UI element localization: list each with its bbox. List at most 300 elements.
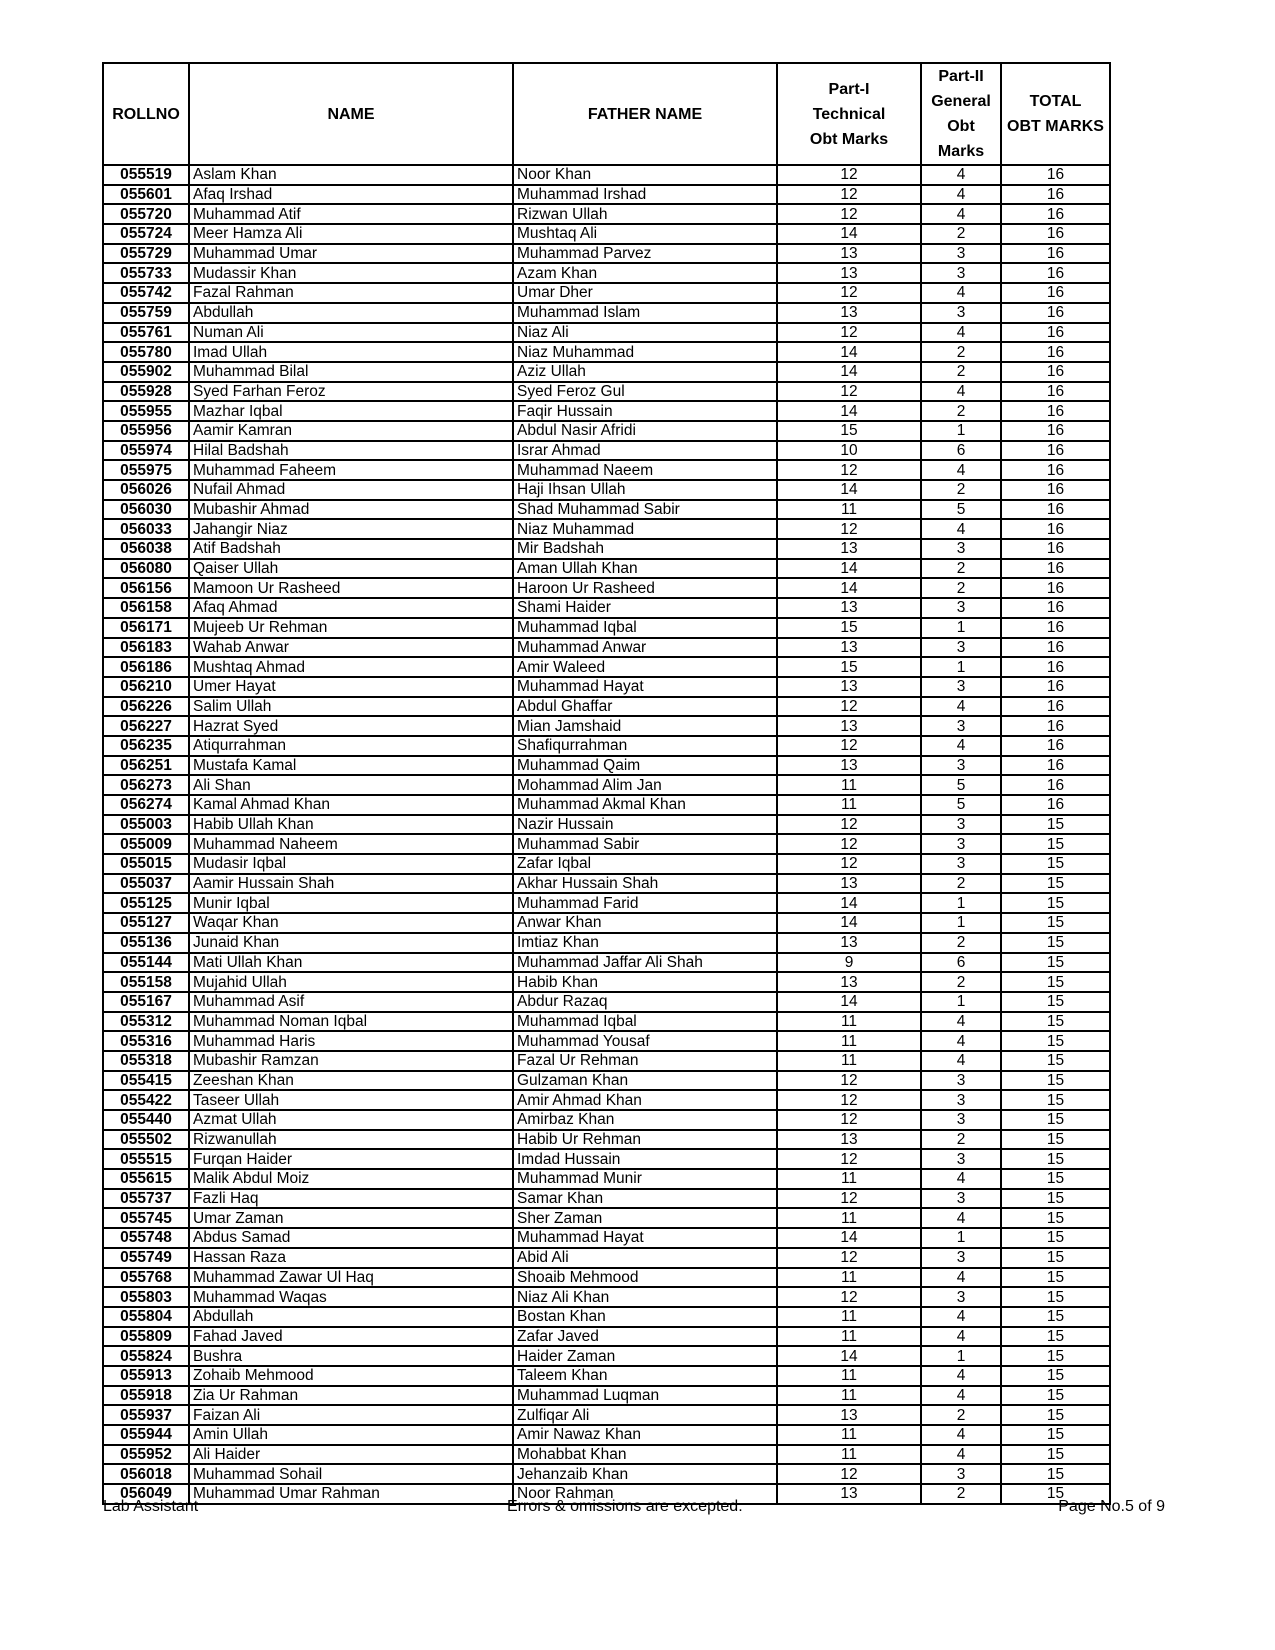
part2-marks-cell: 4: [921, 165, 1001, 185]
table-row: [103, 441, 1110, 461]
father-name-cell: Imtiaz Khan: [513, 933, 777, 953]
name-cell: Hilal Badshah: [189, 441, 513, 461]
table-row: [103, 244, 1110, 264]
total-marks-cell: 15: [1001, 933, 1110, 953]
header-part1-line: Part-I: [828, 80, 870, 98]
total-marks-cell: 16: [1001, 421, 1110, 441]
name-cell: Umer Hayat: [189, 677, 513, 697]
part2-marks-cell: 6: [921, 953, 1001, 973]
part2-marks-cell: 2: [921, 342, 1001, 362]
father-name-cell: Muhammad Islam: [513, 303, 777, 323]
father-name-cell: Haider Zaman: [513, 1346, 777, 1366]
total-marks-cell: 16: [1001, 303, 1110, 323]
table-row: [103, 913, 1110, 933]
part2-marks-cell: 2: [921, 224, 1001, 244]
roll-no-cell: 056274: [103, 795, 189, 815]
part1-marks-cell: 13: [777, 716, 921, 736]
part1-marks-cell: 11: [777, 1208, 921, 1228]
part1-marks-cell: 11: [777, 1366, 921, 1386]
header-part1-line: Obt Marks: [809, 130, 889, 148]
roll-no-cell: 055956: [103, 421, 189, 441]
total-marks-cell: 15: [1001, 854, 1110, 874]
father-name-cell: Imdad Hussain: [513, 1149, 777, 1169]
name-cell: Azmat Ullah: [189, 1110, 513, 1130]
table-row: [103, 736, 1110, 756]
table-row: [103, 953, 1110, 973]
name-cell: Afaq Ahmad: [189, 598, 513, 618]
total-marks-cell: 16: [1001, 756, 1110, 776]
roll-no-cell: 056158: [103, 598, 189, 618]
father-name-cell: Muhammad Irshad: [513, 185, 777, 205]
total-marks-cell: 15: [1001, 953, 1110, 973]
name-cell: Aamir Hussain Shah: [189, 874, 513, 894]
father-name-cell: Abid Ali: [513, 1248, 777, 1268]
roll-no-cell: 055803: [103, 1287, 189, 1307]
part1-marks-cell: 12: [777, 185, 921, 205]
name-cell: Muhammad Bilal: [189, 362, 513, 382]
part1-marks-cell: 11: [777, 1445, 921, 1465]
part1-marks-cell: 12: [777, 283, 921, 303]
part2-marks-cell: 3: [921, 598, 1001, 618]
father-name-cell: Akhar Hussain Shah: [513, 874, 777, 894]
father-name-cell: Mian Jamshaid: [513, 716, 777, 736]
part2-marks-cell: 4: [921, 1169, 1001, 1189]
name-cell: Meer Hamza Ali: [189, 224, 513, 244]
part2-marks-cell: 4: [921, 1327, 1001, 1347]
part2-marks-cell: 2: [921, 559, 1001, 579]
total-marks-cell: 16: [1001, 677, 1110, 697]
table-row: [103, 618, 1110, 638]
part1-marks-cell: 14: [777, 992, 921, 1012]
total-marks-cell: 16: [1001, 657, 1110, 677]
name-cell: Mubashir Ahmad: [189, 500, 513, 520]
father-name-cell: Amir Waleed: [513, 657, 777, 677]
part2-marks-cell: 3: [921, 303, 1001, 323]
total-marks-cell: 15: [1001, 992, 1110, 1012]
father-name-cell: Niaz Ali Khan: [513, 1287, 777, 1307]
table-row: [103, 480, 1110, 500]
table-row: [103, 1189, 1110, 1209]
roll-no-cell: 055737: [103, 1189, 189, 1209]
table-row: [103, 1090, 1110, 1110]
roll-no-cell: 055745: [103, 1208, 189, 1228]
roll-no-cell: 055724: [103, 224, 189, 244]
father-name-cell: Zafar Iqbal: [513, 854, 777, 874]
table-row: [103, 933, 1110, 953]
table-row: [103, 362, 1110, 382]
part2-marks-cell: 3: [921, 756, 1001, 776]
roll-no-cell: 055144: [103, 953, 189, 973]
name-cell: Fazal Rahman: [189, 283, 513, 303]
table-row: [103, 204, 1110, 224]
part1-marks-cell: 11: [777, 1012, 921, 1032]
father-name-cell: Haji Ihsan Ullah: [513, 480, 777, 500]
father-name-cell: Zulfiqar Ali: [513, 1405, 777, 1425]
part2-marks-cell: 2: [921, 1484, 1001, 1504]
roll-no-cell: 055733: [103, 263, 189, 283]
roll-no-cell: 055937: [103, 1405, 189, 1425]
part1-marks-cell: 11: [777, 775, 921, 795]
part1-marks-cell: 11: [777, 1051, 921, 1071]
father-name-cell: Niaz Muhammad: [513, 519, 777, 539]
part2-marks-cell: 6: [921, 441, 1001, 461]
roll-no-cell: 056026: [103, 480, 189, 500]
total-marks-cell: 16: [1001, 224, 1110, 244]
table-row: [103, 972, 1110, 992]
total-marks-cell: 15: [1001, 1110, 1110, 1130]
table-row: [103, 1366, 1110, 1386]
father-name-cell: Umar Dher: [513, 283, 777, 303]
table-row: [103, 1149, 1110, 1169]
total-marks-cell: 16: [1001, 775, 1110, 795]
roll-no-cell: 055913: [103, 1366, 189, 1386]
name-cell: Mubashir Ramzan: [189, 1051, 513, 1071]
part2-marks-cell: 1: [921, 1228, 1001, 1248]
table-row: [103, 1405, 1110, 1425]
table-row: [103, 598, 1110, 618]
part2-marks-cell: 3: [921, 1110, 1001, 1130]
part1-marks-cell: 12: [777, 1071, 921, 1091]
father-name-cell: Habib Ur Rehman: [513, 1130, 777, 1150]
father-name-cell: Muhammad Qaim: [513, 756, 777, 776]
name-cell: Munir Iqbal: [189, 893, 513, 913]
name-cell: Mudasir Iqbal: [189, 854, 513, 874]
roll-no-cell: 056227: [103, 716, 189, 736]
part1-marks-cell: 13: [777, 972, 921, 992]
name-cell: Muhammad Faheem: [189, 460, 513, 480]
part2-marks-cell: 3: [921, 539, 1001, 559]
roll-no-cell: 055975: [103, 460, 189, 480]
roll-no-cell: 056049: [103, 1484, 189, 1504]
part2-marks-cell: 4: [921, 1051, 1001, 1071]
part1-marks-cell: 12: [777, 1090, 921, 1110]
roll-no-cell: 055944: [103, 1425, 189, 1445]
name-cell: Mazhar Iqbal: [189, 401, 513, 421]
table-row: [103, 401, 1110, 421]
name-cell: Muhammad Sohail: [189, 1464, 513, 1484]
part1-marks-cell: 14: [777, 224, 921, 244]
name-cell: Salim Ullah: [189, 697, 513, 717]
father-name-cell: Amir Nawaz Khan: [513, 1425, 777, 1445]
part1-marks-cell: 12: [777, 1287, 921, 1307]
total-marks-cell: 15: [1001, 1012, 1110, 1032]
table-row: [103, 421, 1110, 441]
name-cell: Mustafa Kamal: [189, 756, 513, 776]
name-cell: Habib Ullah Khan: [189, 815, 513, 835]
part2-marks-cell: 4: [921, 1031, 1001, 1051]
part2-marks-cell: 2: [921, 874, 1001, 894]
roll-no-cell: 055780: [103, 342, 189, 362]
header-father-name: FATHER NAME: [513, 63, 777, 165]
roll-no-cell: 055127: [103, 913, 189, 933]
total-marks-cell: 16: [1001, 185, 1110, 205]
name-cell: Atif Badshah: [189, 539, 513, 559]
part2-marks-cell: 1: [921, 421, 1001, 441]
name-cell: Kamal Ahmad Khan: [189, 795, 513, 815]
table-row: [103, 519, 1110, 539]
part2-marks-cell: 3: [921, 1071, 1001, 1091]
part1-marks-cell: 11: [777, 1386, 921, 1406]
total-marks-cell: 15: [1001, 1445, 1110, 1465]
roll-no-cell: 056186: [103, 657, 189, 677]
part1-marks-cell: 13: [777, 756, 921, 776]
part1-marks-cell: 11: [777, 1031, 921, 1051]
roll-no-cell: 055615: [103, 1169, 189, 1189]
total-marks-cell: 15: [1001, 1386, 1110, 1406]
father-name-cell: Muhammad Yousaf: [513, 1031, 777, 1051]
name-cell: Muhammad Noman Iqbal: [189, 1012, 513, 1032]
roll-no-cell: 055720: [103, 204, 189, 224]
total-marks-cell: 16: [1001, 362, 1110, 382]
father-name-cell: Aman Ullah Khan: [513, 559, 777, 579]
roll-no-cell: 055515: [103, 1149, 189, 1169]
roll-no-cell: 055318: [103, 1051, 189, 1071]
name-cell: Aslam Khan: [189, 165, 513, 185]
total-marks-cell: 16: [1001, 539, 1110, 559]
name-cell: Abdullah: [189, 303, 513, 323]
table-row: [103, 1051, 1110, 1071]
table-row: [103, 1031, 1110, 1051]
table-row: [103, 559, 1110, 579]
name-cell: Zohaib Mehmood: [189, 1366, 513, 1386]
name-cell: Fazli Haq: [189, 1189, 513, 1209]
roll-no-cell: 056210: [103, 677, 189, 697]
part2-marks-cell: 3: [921, 854, 1001, 874]
part2-marks-cell: 4: [921, 1425, 1001, 1445]
table-row: [103, 1327, 1110, 1347]
part1-marks-cell: 11: [777, 1169, 921, 1189]
part2-marks-cell: 4: [921, 382, 1001, 402]
part1-marks-cell: 9: [777, 953, 921, 973]
part1-marks-cell: 14: [777, 401, 921, 421]
roll-no-cell: 055824: [103, 1346, 189, 1366]
table-row: [103, 1130, 1110, 1150]
father-name-cell: Gulzaman Khan: [513, 1071, 777, 1091]
total-marks-cell: 15: [1001, 1268, 1110, 1288]
part1-marks-cell: 12: [777, 165, 921, 185]
roll-no-cell: 055167: [103, 992, 189, 1012]
total-marks-cell: 16: [1001, 500, 1110, 520]
part2-marks-cell: 2: [921, 401, 1001, 421]
part1-marks-cell: 11: [777, 1425, 921, 1445]
total-marks-cell: 15: [1001, 1071, 1110, 1091]
total-marks-cell: 16: [1001, 638, 1110, 658]
total-marks-cell: 15: [1001, 1051, 1110, 1071]
table-row: [103, 382, 1110, 402]
footer-left: Lab Assistant: [103, 1498, 199, 1515]
total-marks-cell: 15: [1001, 1327, 1110, 1347]
part1-marks-cell: 13: [777, 1130, 921, 1150]
name-cell: Furqan Haider: [189, 1149, 513, 1169]
name-cell: Mujahid Ullah: [189, 972, 513, 992]
father-name-cell: Muhammad Iqbal: [513, 1012, 777, 1032]
part1-marks-cell: 14: [777, 578, 921, 598]
name-cell: Muhammad Waqas: [189, 1287, 513, 1307]
father-name-cell: Mohammad Alim Jan: [513, 775, 777, 795]
table-row: [103, 815, 1110, 835]
name-cell: Hassan Raza: [189, 1248, 513, 1268]
roll-no-cell: 055742: [103, 283, 189, 303]
part1-marks-cell: 13: [777, 263, 921, 283]
header-part2-line: Part-II: [938, 68, 984, 85]
roll-no-cell: 055136: [103, 933, 189, 953]
part1-marks-cell: 13: [777, 933, 921, 953]
total-marks-cell: 16: [1001, 618, 1110, 638]
total-marks-cell: 15: [1001, 893, 1110, 913]
part2-marks-cell: 2: [921, 1130, 1001, 1150]
total-marks-cell: 16: [1001, 165, 1110, 185]
table-row: [103, 1307, 1110, 1327]
name-cell: Mati Ullah Khan: [189, 953, 513, 973]
part2-marks-cell: 3: [921, 1464, 1001, 1484]
part2-marks-cell: 3: [921, 1149, 1001, 1169]
total-marks-cell: 16: [1001, 480, 1110, 500]
part1-marks-cell: 12: [777, 323, 921, 343]
name-cell: Atiqurrahman: [189, 736, 513, 756]
father-name-cell: Noor Rahman: [513, 1484, 777, 1504]
table-row: [103, 756, 1110, 776]
roll-no-cell: 056018: [103, 1464, 189, 1484]
roll-no-cell: 055918: [103, 1386, 189, 1406]
table-row: [103, 224, 1110, 244]
roll-no-cell: 056235: [103, 736, 189, 756]
part1-marks-cell: 12: [777, 1149, 921, 1169]
part2-marks-cell: 4: [921, 697, 1001, 717]
total-marks-cell: 15: [1001, 1464, 1110, 1484]
total-marks-cell: 16: [1001, 244, 1110, 264]
part1-marks-cell: 13: [777, 677, 921, 697]
total-marks-cell: 15: [1001, 1149, 1110, 1169]
total-marks-cell: 16: [1001, 204, 1110, 224]
name-cell: Afaq Irshad: [189, 185, 513, 205]
table-row: [103, 775, 1110, 795]
table-row: [103, 1012, 1110, 1032]
table-row: [103, 460, 1110, 480]
name-cell: Taseer Ullah: [189, 1090, 513, 1110]
total-marks-cell: 16: [1001, 697, 1110, 717]
header-part2-line: General Obt: [931, 93, 991, 135]
roll-no-cell: 055422: [103, 1090, 189, 1110]
part2-marks-cell: 5: [921, 775, 1001, 795]
part1-marks-cell: 14: [777, 913, 921, 933]
father-name-cell: Muhammad Naeem: [513, 460, 777, 480]
father-name-cell: Haroon Ur Rasheed: [513, 578, 777, 598]
roll-no-cell: 055768: [103, 1268, 189, 1288]
header-part1-line: Technical: [812, 105, 886, 123]
name-cell: Rizwanullah: [189, 1130, 513, 1150]
part1-marks-cell: 14: [777, 559, 921, 579]
total-marks-cell: 16: [1001, 460, 1110, 480]
part1-marks-cell: 10: [777, 441, 921, 461]
name-cell: Muhammad Zawar Ul Haq: [189, 1268, 513, 1288]
name-cell: Abdullah: [189, 1307, 513, 1327]
roll-no-cell: 056033: [103, 519, 189, 539]
name-cell: Ali Shan: [189, 775, 513, 795]
footer-page-number: Page No.5 of 9: [1058, 1498, 1165, 1515]
name-cell: Muhammad Umar: [189, 244, 513, 264]
table-row: [103, 992, 1110, 1012]
father-name-cell: Mushtaq Ali: [513, 224, 777, 244]
father-name-cell: Muhammad Munir: [513, 1169, 777, 1189]
part2-marks-cell: 4: [921, 519, 1001, 539]
part2-marks-cell: 1: [921, 657, 1001, 677]
name-cell: Zia Ur Rahman: [189, 1386, 513, 1406]
part2-marks-cell: 3: [921, 244, 1001, 264]
header-total-line: TOTAL: [1029, 93, 1082, 110]
part2-marks-cell: 2: [921, 972, 1001, 992]
father-name-cell: Shafiqurrahman: [513, 736, 777, 756]
part2-marks-cell: 2: [921, 480, 1001, 500]
part2-marks-cell: 4: [921, 1445, 1001, 1465]
table-row: [103, 263, 1110, 283]
part1-marks-cell: 13: [777, 1484, 921, 1504]
total-marks-cell: 16: [1001, 263, 1110, 283]
part2-marks-cell: 3: [921, 1248, 1001, 1268]
father-name-cell: Muhammad Hayat: [513, 677, 777, 697]
part1-marks-cell: 13: [777, 303, 921, 323]
part1-marks-cell: 11: [777, 500, 921, 520]
total-marks-cell: 15: [1001, 1189, 1110, 1209]
father-name-cell: Abdul Nasir Afridi: [513, 421, 777, 441]
total-marks-cell: 15: [1001, 815, 1110, 835]
total-marks-cell: 15: [1001, 1248, 1110, 1268]
table-row: [103, 638, 1110, 658]
father-name-cell: Shad Muhammad Sabir: [513, 500, 777, 520]
header-part2-line: Marks: [937, 143, 985, 160]
roll-no-cell: 055809: [103, 1327, 189, 1347]
roll-no-cell: 055125: [103, 893, 189, 913]
father-name-cell: Jehanzaib Khan: [513, 1464, 777, 1484]
total-marks-cell: 15: [1001, 874, 1110, 894]
roll-no-cell: 055729: [103, 244, 189, 264]
table-row: [103, 283, 1110, 303]
roll-no-cell: 055761: [103, 323, 189, 343]
part1-marks-cell: 15: [777, 618, 921, 638]
roll-no-cell: 055519: [103, 165, 189, 185]
part2-marks-cell: 5: [921, 500, 1001, 520]
part1-marks-cell: 11: [777, 1327, 921, 1347]
results-table: [102, 62, 1111, 1505]
table-row: [103, 1425, 1110, 1445]
roll-no-cell: 055009: [103, 834, 189, 854]
part1-marks-cell: 11: [777, 1268, 921, 1288]
father-name-cell: Abdul Ghaffar: [513, 697, 777, 717]
roll-no-cell: 055158: [103, 972, 189, 992]
part1-marks-cell: 12: [777, 736, 921, 756]
roll-no-cell: 056171: [103, 618, 189, 638]
roll-no-cell: 055902: [103, 362, 189, 382]
table-row: [103, 657, 1110, 677]
total-marks-cell: 15: [1001, 1484, 1110, 1504]
total-marks-cell: 16: [1001, 716, 1110, 736]
roll-no-cell: 055749: [103, 1248, 189, 1268]
roll-no-cell: 055312: [103, 1012, 189, 1032]
table-row: [103, 500, 1110, 520]
father-name-cell: Aziz Ullah: [513, 362, 777, 382]
part1-marks-cell: 12: [777, 460, 921, 480]
father-name-cell: Azam Khan: [513, 263, 777, 283]
total-marks-cell: 15: [1001, 834, 1110, 854]
name-cell: Numan Ali: [189, 323, 513, 343]
total-marks-cell: 15: [1001, 913, 1110, 933]
name-cell: Umar Zaman: [189, 1208, 513, 1228]
father-name-cell: Mir Badshah: [513, 539, 777, 559]
name-cell: Abdus Samad: [189, 1228, 513, 1248]
roll-no-cell: 056156: [103, 578, 189, 598]
part2-marks-cell: 4: [921, 1012, 1001, 1032]
part1-marks-cell: 12: [777, 697, 921, 717]
total-marks-cell: 16: [1001, 736, 1110, 756]
